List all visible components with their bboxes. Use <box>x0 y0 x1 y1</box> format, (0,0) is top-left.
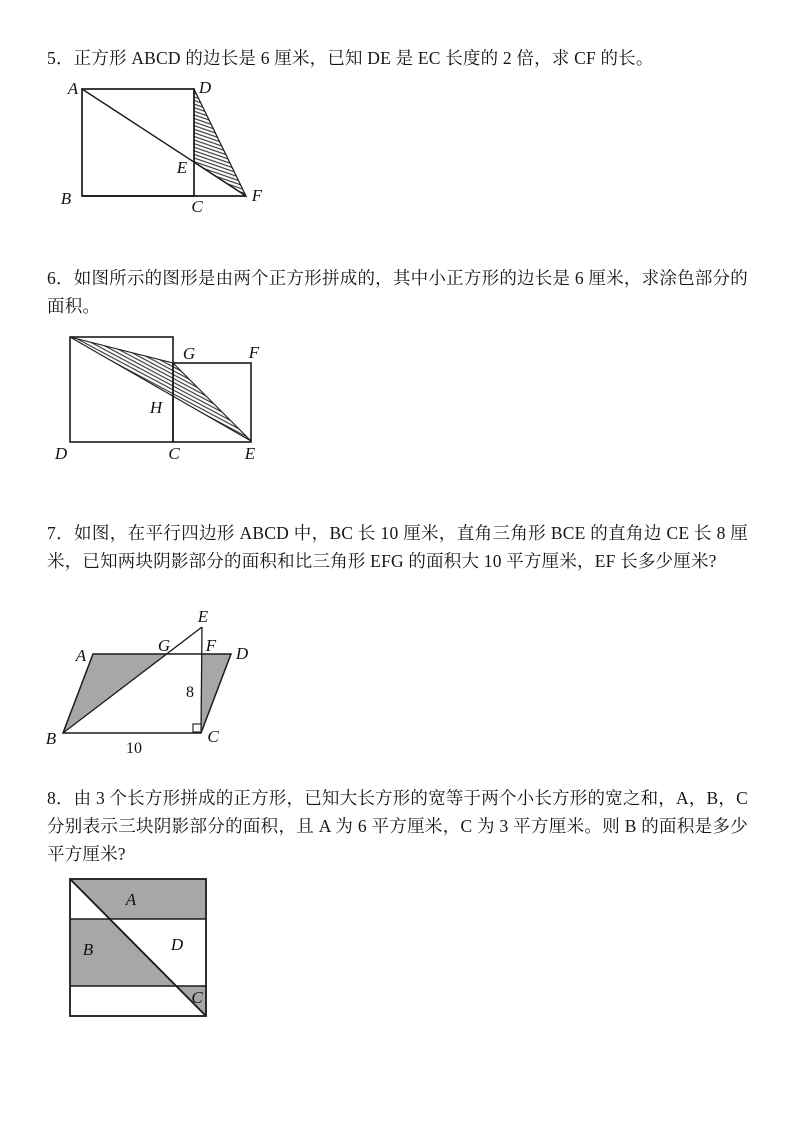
vertex-label-c: C <box>168 444 180 463</box>
vertex-label-g: G <box>157 636 171 655</box>
figure-problem-6 <box>45 330 270 468</box>
vertex-label-e: E <box>176 158 188 177</box>
figure-problem-7 <box>38 608 273 760</box>
line-a-f <box>82 89 246 196</box>
vertex-label-f: F <box>251 186 263 205</box>
vertex-label-f: F <box>248 343 260 362</box>
vertex-label-a: A <box>75 646 87 665</box>
vertex-label-c: C <box>191 197 203 216</box>
region-label-a: A <box>125 890 137 909</box>
region-label-b: B <box>82 940 94 959</box>
vertex-label-e: E <box>197 607 209 626</box>
vertex-label-d: D <box>198 78 212 97</box>
problem-7-text: 7．如图，在平行四边形 ABCD 中，BC 长 10 厘米，直角三角形 BCE 的直角边 CE 长 8 厘米，已知两块阴影部分的面积和比三角形 EFG 的面积大 10 平方厘米，EF 长多少厘米? <box>47 523 748 571</box>
hatched-triangle-def <box>194 89 246 196</box>
figure-problem-8 <box>58 868 215 1024</box>
region-label-d: D <box>170 935 184 954</box>
vertex-label-d: D <box>54 444 68 463</box>
vertex-label-d: D <box>235 644 249 663</box>
problem-8-text: 8．由 3 个长方形拼成的正方形，已知大长方形的宽等于两个小长方形的宽之和，A，B，C 分别表示三块阴影部分的面积，且 A 为 6 平方厘米，C 为 3 平方厘米。则 B 的面积是多少平方厘米? <box>47 788 748 864</box>
problem-6-text: 6．如图所示的图形是由两个正方形拼成的，其中小正方形的边长是 6 厘米，求涂色部分的面积。 <box>47 268 748 316</box>
vertex-label-g: G <box>182 344 196 363</box>
vertex-label-b: B <box>60 189 72 208</box>
vertex-label-e: E <box>244 444 256 463</box>
right-angle-marker <box>193 724 201 732</box>
vertex-label-b: B <box>45 729 57 748</box>
vertex-label-c: C <box>207 727 219 746</box>
square-abcd <box>82 89 194 196</box>
figure-problem-5 <box>50 72 275 220</box>
hatched-triangle-ge <box>70 337 251 441</box>
vertex-label-h: H <box>149 398 163 417</box>
measure-bc: 10 <box>126 740 142 757</box>
region-label-c: C <box>191 988 203 1007</box>
vertex-label-f: F <box>205 636 217 655</box>
measure-ce: 8 <box>186 684 194 701</box>
problem-5-text: 5．正方形 ABCD 的边长是 6 厘米，已知 DE 是 EC 长度的 2 倍，求 CF 的长。 <box>47 48 654 68</box>
vertex-label-a: A <box>67 79 79 98</box>
